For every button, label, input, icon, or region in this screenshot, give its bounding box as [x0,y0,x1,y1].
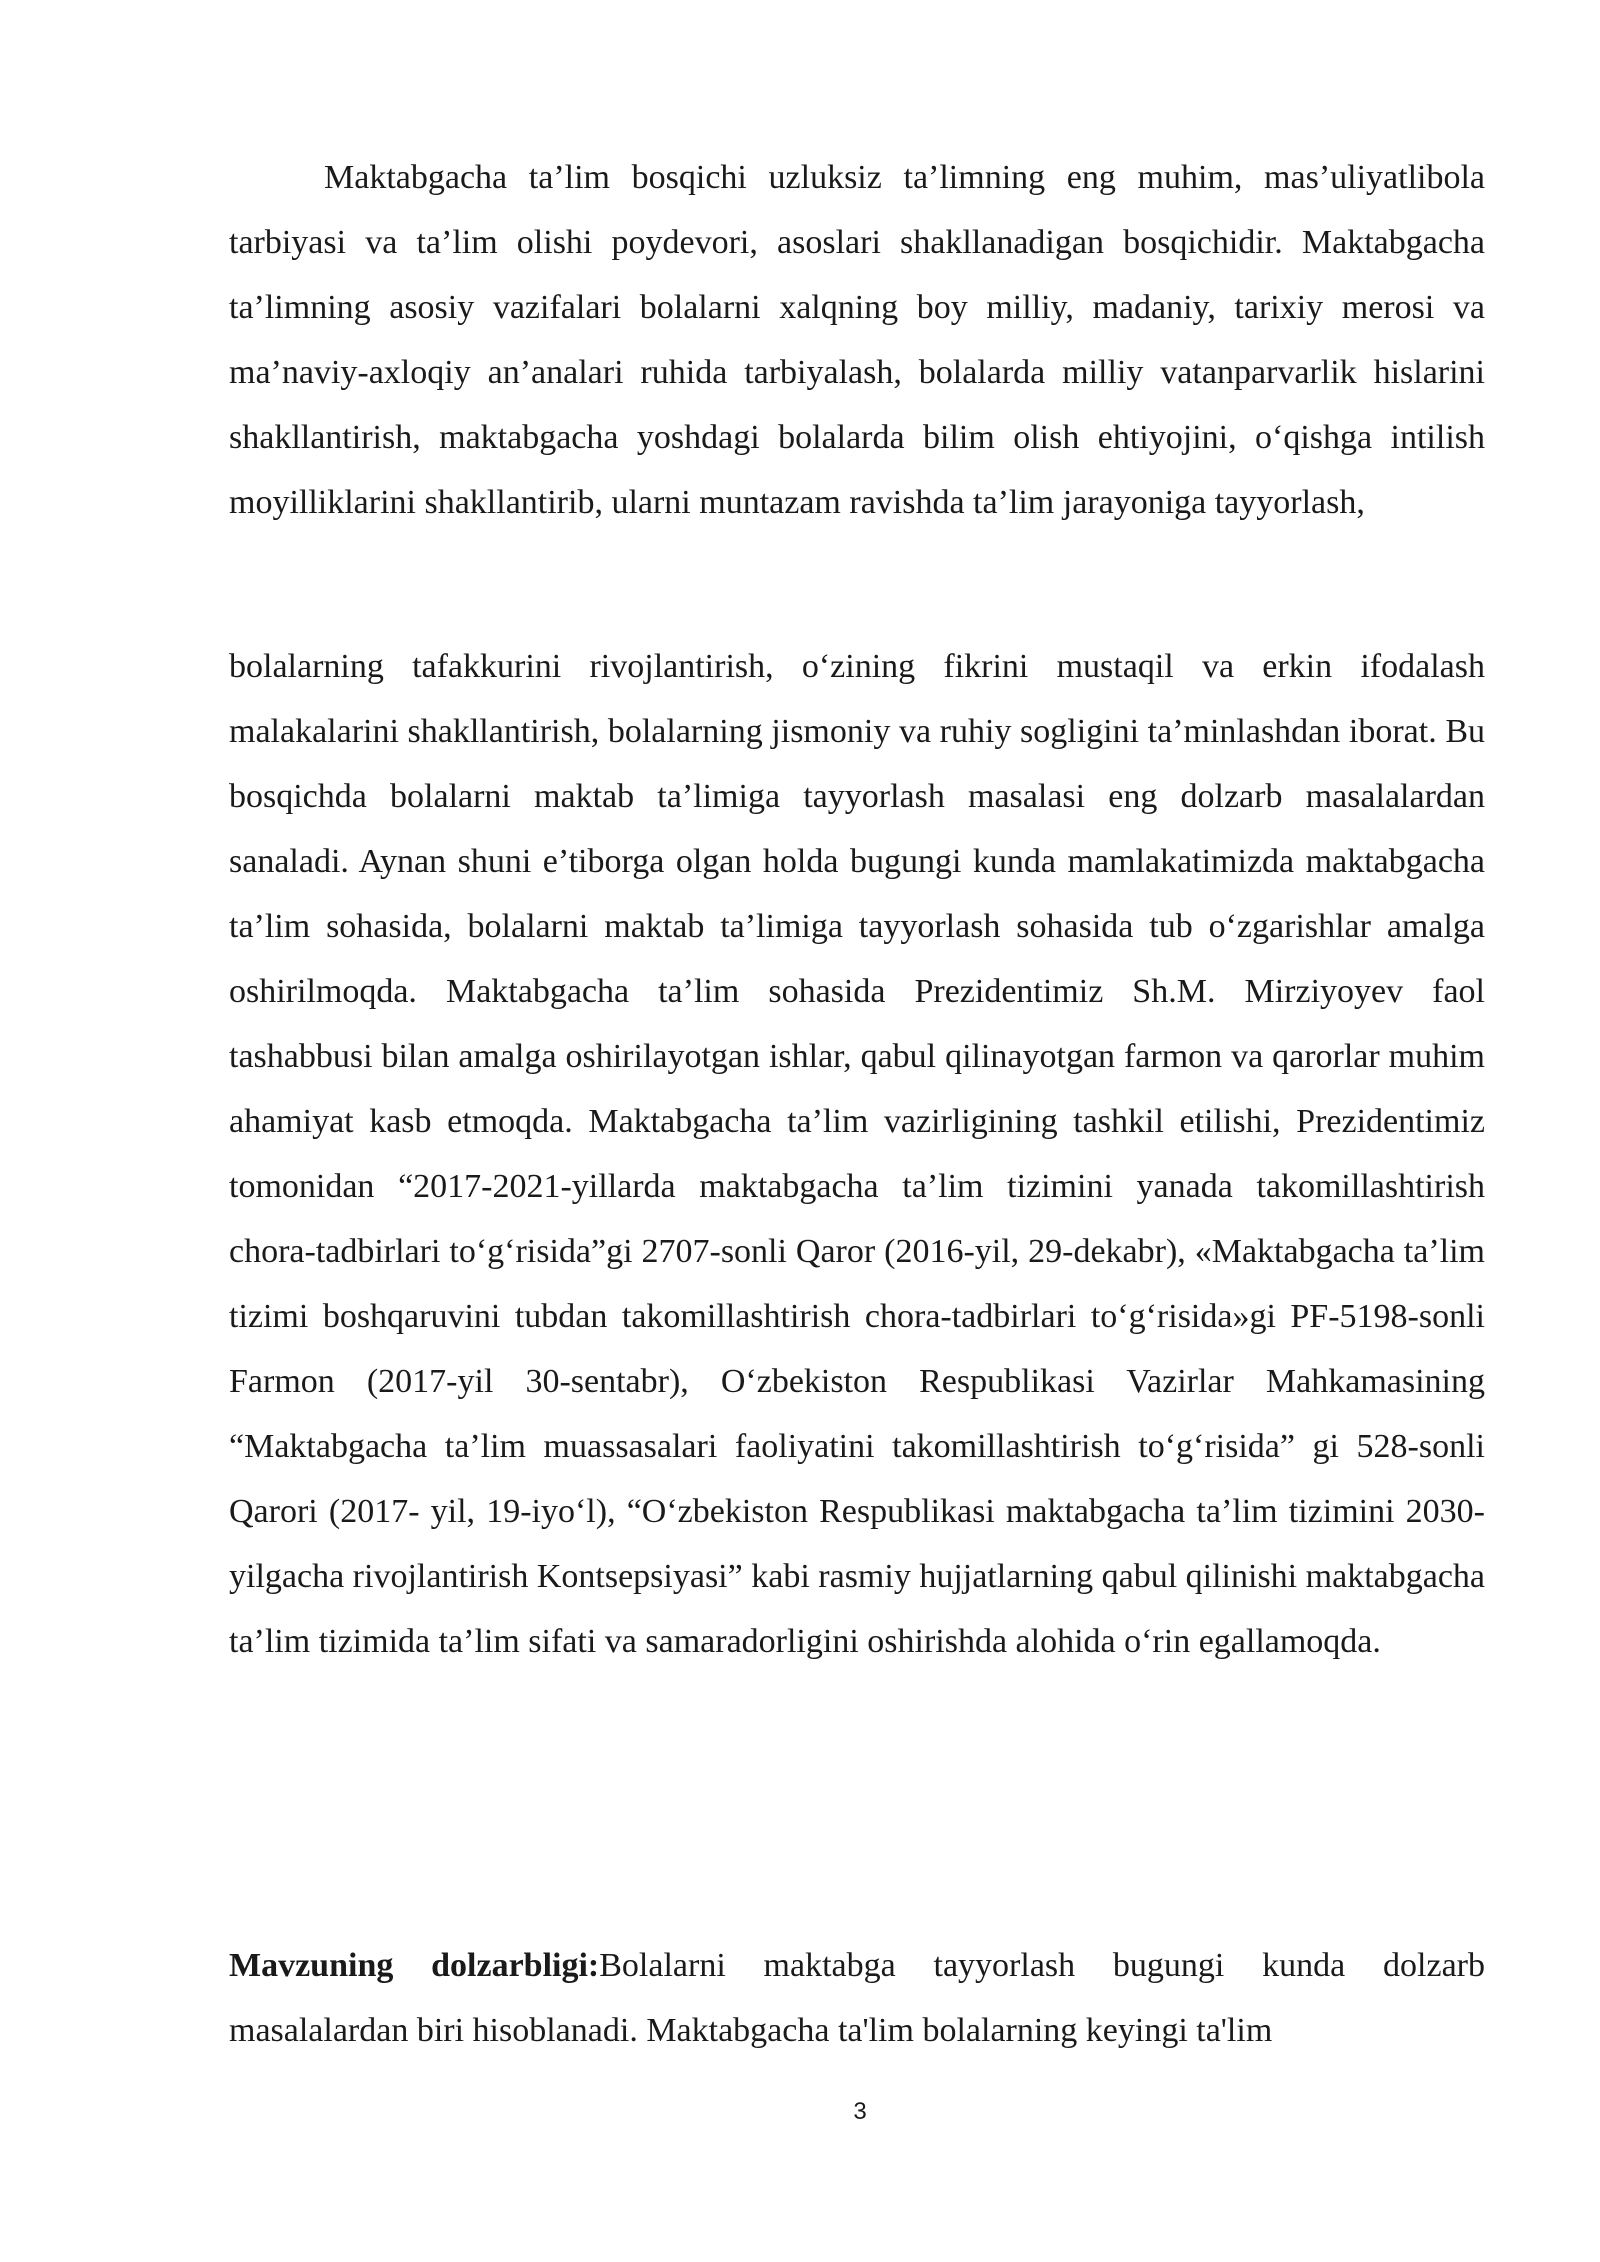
paragraph-body [229,634,1485,1674]
paragraph-body-text: bolalarning tafakkurini rivojlantirish, o‘zining fikrini mustaqil va erkin ifodalash malakalarini shakllantirish, bolalarning jismoniy va ruhiy sogligini ta’minlashdan iborat. Bu bosqichda bolalarni maktab ta’limiga tayyorlash masalasi eng dolzarb masalalardan sanaladi. Aynan shuni e’tiborga olgan holda bugungi kunda mamlakatimizda maktabgacha ta’lim sohasida, bolalarni maktab ta’limiga tayyorlash sohasida tub o‘zgarishlar amalga oshirilmoqda. Maktabgacha ta’lim sohasida Prezidentimiz Sh.M. Mirziyoyev faol tashabbusi bilan amalga oshirilayotgan ishlar, qabul qilinayotgan farmon va qarorlar muhim ahamiyat kasb etmoqda. Maktabgacha ta’lim vazirligining tashkil etilishi, Prezidentimiz tomonidan “2017-2021-yillarda maktabgacha ta’lim tizimini yanada takomillashtirish chora-tadbirlari to‘g‘risida”gi 2707-sonli Qaror (2016-yil, 29-dekabr), «Maktabgacha ta’lim tizimi boshqaruvini tubdan takomillashtirish chora-tadbirlari to‘g‘risida»gi PF-5198-sonli Farmon (2017-yil 30-sentabr), O‘zbekiston Respublikasi Vazirlar Mahkamasining “Maktabgacha ta’lim muassasalari faoliyatini takomillashtirish to‘g‘risida” gi 528-sonli Qarori (2017- yil, 19-iyo‘l), “O‘zbekiston Respublikasi maktabgacha ta’lim tizimini 2030-yilgacha rivojlantirish Kontsepsiyasi” kabi rasmiy hujjatlarning qabul qilinishi maktabgacha ta’lim tizimida ta’lim sifati va samaradorligini oshirishda alohida o‘rin egallamoqda. [229,648,1485,1660]
paragraph-intro-text: Maktabgacha ta’lim bosqichi uzluksiz ta’limning eng muhim, mas’uliyatlibola tarbiyasi va ta’lim olishi poydevori, asoslari shakllanadigan bosqichidir. Maktabgacha ta’limning asosiy vazifalari bolalarni xalqning boy milliy, madaniy, tarixiy merosi va ma’naviy-axloqiy an’analari ruhida tarbiyalash, bolalarda milliy vatanparvarlik hislarini shakllantirish, maktabgacha yoshdagi bolalarda bilim olish ehtiyojini, o‘qishga intilish moyilliklarini shakllantirib, ularni muntazam ravishda ta’lim jarayoniga tayyorlash, [229,159,1485,521]
topic-text: Bolalarni maktabga tayyorlash bugungi kunda dolzarb masalalardan biri hisoblanadi. Maktabgacha ta'lim bolalarning keyingi ta'lim [229,1947,1485,2049]
page-number: 3 [853,2098,867,2125]
paragraph-intro [229,145,1485,535]
paragraph-topic-relevance-line [229,1933,1485,2063]
paragraph-topic-relevance [229,1933,1485,2063]
topic-heading: Mavzuning dolzarbligi: [229,1947,600,1984]
